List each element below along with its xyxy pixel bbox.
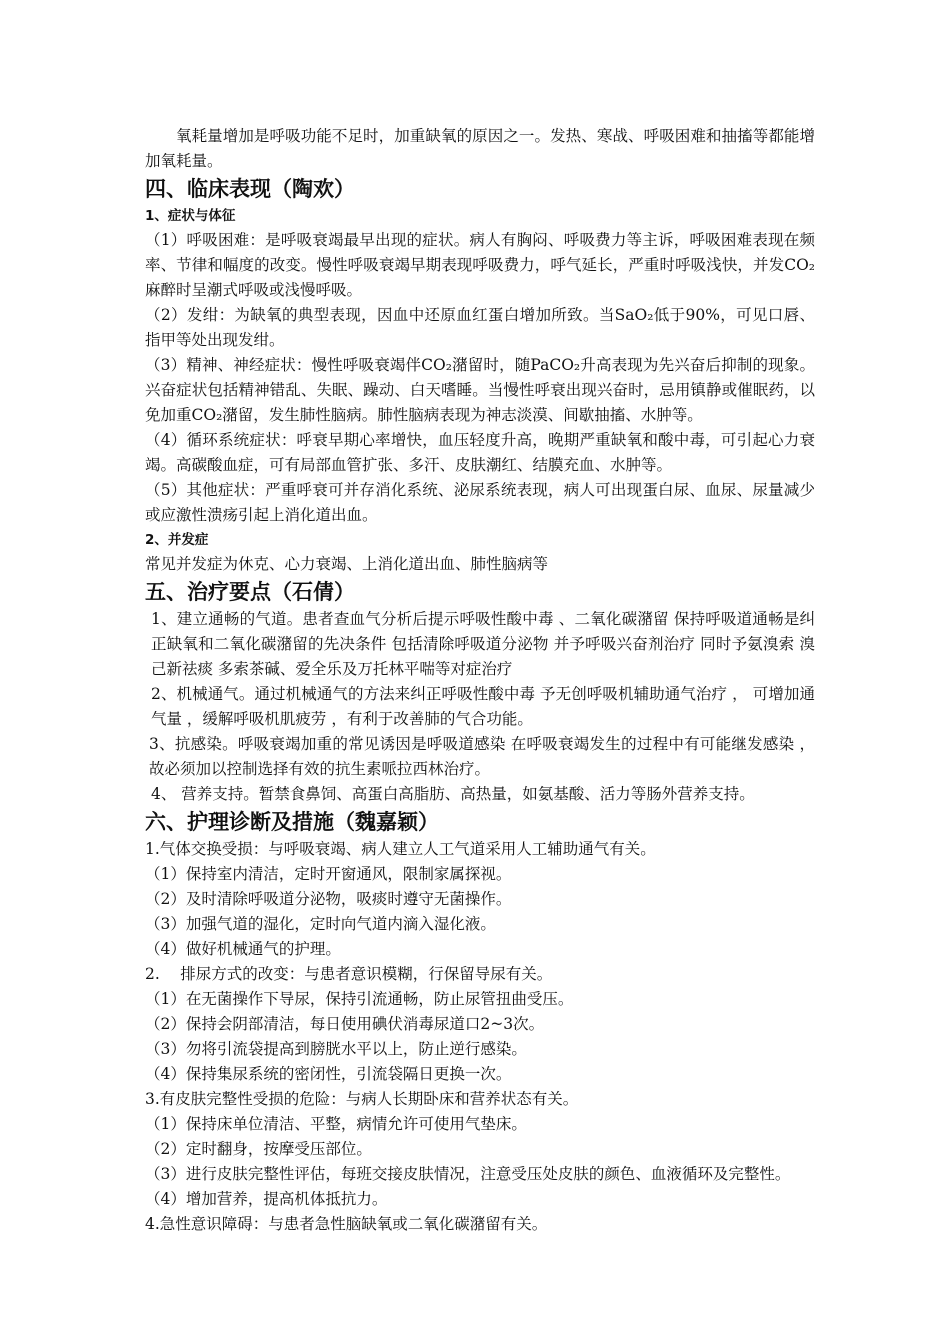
sec5-item-4: 4、 营养支持。暂禁食鼻饲、高蛋白高脂肪、高热量，如氨基酸、活力等肠外营养支持。 [151, 785, 755, 803]
diagnosis-3-measure-1: （1）保持床单位清洁、平整，病情允许可使用气垫床。 [145, 1115, 527, 1133]
sec5-item-1: 1、建立通畅的气道。患者查血气分析后提示呼吸性酸中毒 、二氧化碳潴留 保持呼吸道通畅是纠正缺氧和二氧化碳潴留的先决条件 包括清除呼吸道分泌物 并予呼吸兴奋剂治疗 同时予氨溴索 溴己新祛痰 多索茶碱、爱全乐及万托林平喘等对症治疗 [151, 610, 815, 678]
diagnosis-1-measure-3: （3）加强气道的湿化，定时向气道内滴入湿化液。 [145, 915, 496, 933]
diagnosis-2-measure-2: （2）保持会阴部清洁，每日使用碘伏消毒尿道口2~3次。 [145, 1015, 545, 1033]
section-5-heading: 五、治疗要点（石倩） [145, 580, 355, 604]
diagnosis-1-measure-2: （2）及时清除呼吸道分泌物，吸痰时遵守无菌操作。 [145, 890, 512, 908]
diagnosis-3-measure-4: （4）增加营养，提高机体抵抗力。 [145, 1190, 388, 1208]
section-4-heading: 四、临床表现（陶欢） [145, 177, 355, 201]
intro-paragraph: 氧耗量增加是呼吸功能不足时，加重缺氧的原因之一。发热、寒战、呼吸困难和抽搐等都能增加氧耗量。 [145, 127, 815, 170]
sec4-item-2: （2）发绀：为缺氧的典型表现，因血中还原血红蛋白增加所致。当SaO₂低于90%，可见口唇、指甲等处出现发绀。 [145, 306, 815, 349]
diagnosis-2: 2. 排尿方式的改变：与患者意识模糊，行保留导尿有关。 [145, 965, 553, 983]
sec4-item-4: （4）循环系统症状：呼衰早期心率增快，血压轻度升高，晚期严重缺氧和酸中毒，可引起心力衰竭。高碳酸血症，可有局部血管扩张、多汗、皮肤潮红、结膜充血、水肿等。 [145, 431, 815, 474]
diagnosis-1-measure-4: （4）做好机械通气的护理。 [145, 940, 341, 958]
sec5-item-2: 2、机械通气。通过机械通气的方法来纠正呼吸性酸中毒 予无创呼吸机辅助通气治疗 ， 可增加通气量 ，缓解呼吸机肌疲劳 ，有利于改善肺的气合功能。 [151, 685, 815, 728]
diagnosis-3-measure-2: （2）定时翻身，按摩受压部位。 [145, 1140, 372, 1158]
section-6-heading: 六、护理诊断及措施（魏嘉颖） [145, 810, 439, 834]
diagnosis-1: 1.气体交换受损：与呼吸衰竭、病人建立人工气道采用人工辅助通气有关。 [145, 840, 656, 858]
diagnosis-3: 3.有皮肤完整性受损的危险：与病人长期卧床和营养状态有关。 [145, 1090, 579, 1108]
diagnosis-2-measure-1: （1）在无菌操作下导尿，保持引流通畅，防止尿管扭曲受压。 [145, 990, 574, 1008]
sec4-item-1: （1）呼吸困难：是呼吸衰竭最早出现的症状。病人有胸闷、呼吸费力等主诉，呼吸困难表现在频率、节律和幅度的改变。慢性呼吸衰竭早期表现呼吸费力，呼气延长，严重时呼吸浅快，并发CO₂麻醉时呈潮式呼吸或浅慢呼吸。 [145, 231, 815, 299]
diagnosis-1-measure-1: （1）保持室内清洁，定时开窗通风，限制家属探视。 [145, 865, 512, 883]
sec4-item-3: （3）精神、神经症状：慢性呼吸衰竭伴CO₂潴留时，随PaCO₂升高表现为先兴奋后抑制的现象。兴奋症状包括精神错乱、失眠、躁动、白天嗜睡。当慢性呼衰出现兴奋时，忌用镇静或催眠药，以免加重CO₂潴留，发生肺性脑病。肺性脑病表现为神志淡漠、间歇抽搐、水肿等。 [145, 356, 815, 424]
sec4-complications: 常见并发症为休克、心力衰竭、上消化道出血、肺性脑病等 [145, 555, 549, 573]
sec5-item-3: 3、抗感染。呼吸衰竭加重的常见诱因是呼吸道感染 在呼吸衰竭发生的过程中有可能继发感染 ， 故必须加以控制选择有效的抗生素哌拉西林治疗。 [149, 735, 815, 778]
document-page [145, 124, 815, 1237]
section-4-sub-2: 2、并发症 [145, 532, 209, 548]
section-4-sub-1: 1、症状与体征 [145, 208, 236, 224]
diagnosis-2-measure-4: （4）保持集尿系统的密闭性，引流袋隔日更换一次。 [145, 1065, 512, 1083]
diagnosis-2-measure-3: （3）勿将引流袋提高到膀胱水平以上，防止逆行感染。 [145, 1040, 527, 1058]
sec4-item-5: （5）其他症状：严重呼衰可并存消化系统、泌尿系统表现，病人可出现蛋白尿、血尿、尿量减少或应激性溃疡引起上消化道出血。 [145, 481, 815, 524]
diagnosis-3-measure-3: （3）进行皮肤完整性评估，每班交接皮肤情况，注意受压处皮肤的颜色、血液循环及完整性。 [145, 1165, 791, 1183]
diagnosis-4: 4.急性意识障碍：与患者急性脑缺氧或二氧化碳潴留有关。 [145, 1215, 548, 1233]
